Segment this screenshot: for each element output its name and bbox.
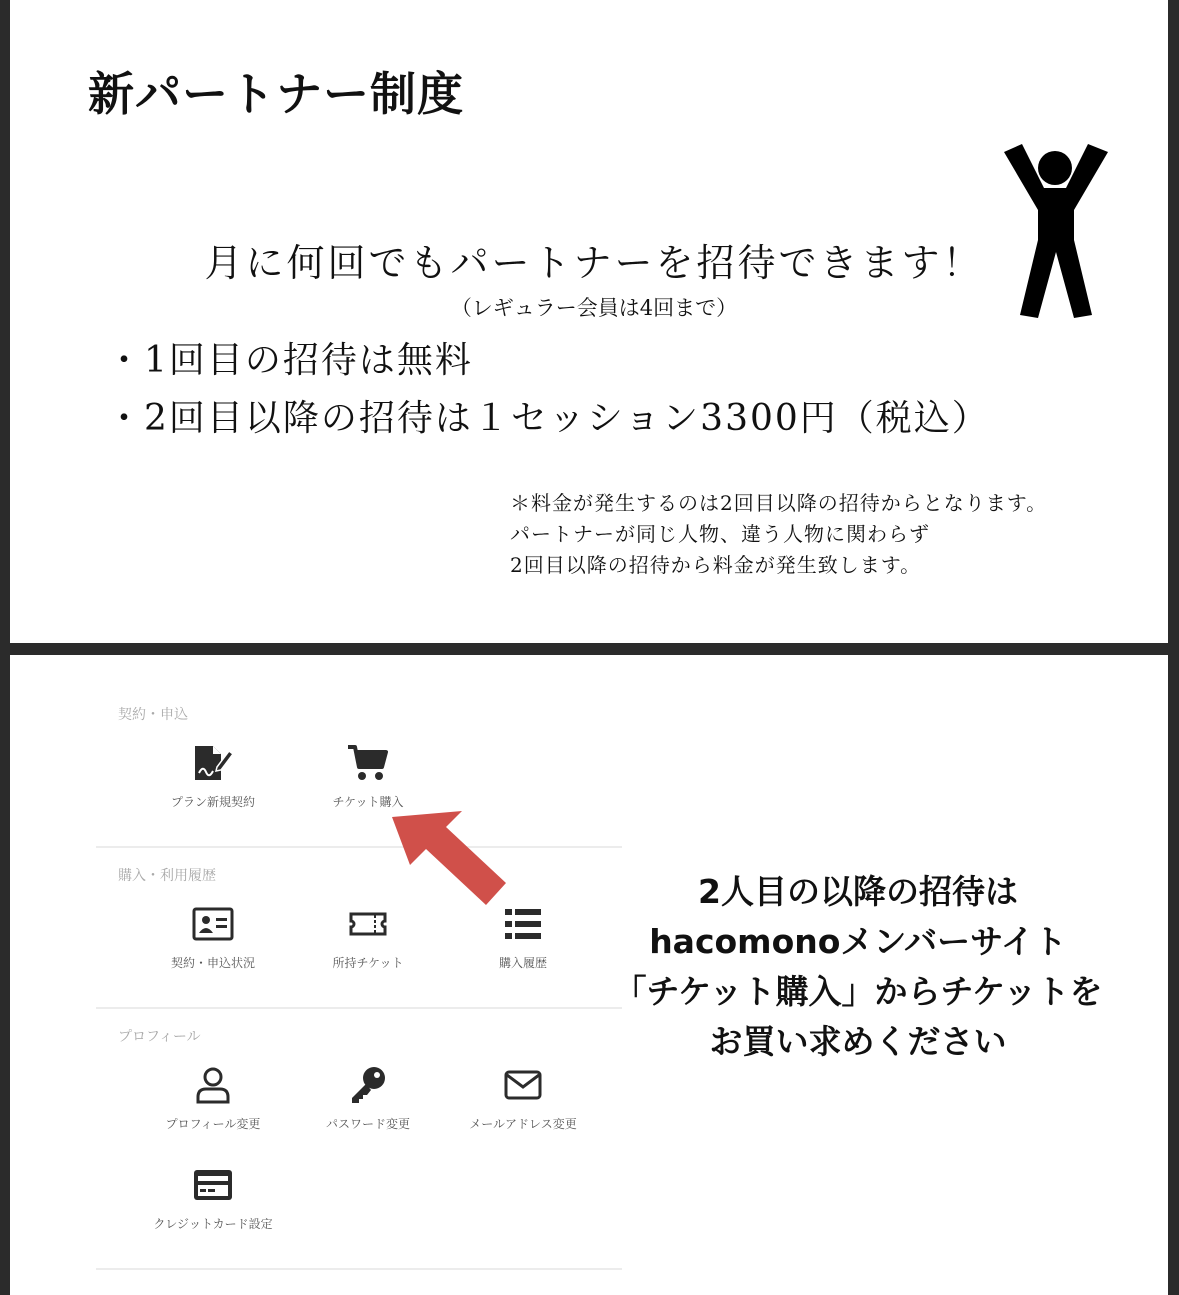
menu-item-email-change[interactable]	[443, 1065, 603, 1132]
menu-item-ticket-purchase[interactable]	[288, 743, 448, 810]
menu-item-label: 契約・申込状況	[170, 956, 255, 970]
bullet-second-invite: ・2回目以降の招待は１セッション3300円（税込）	[106, 398, 990, 439]
menu-item-label: 所持チケット	[332, 956, 404, 970]
divider	[96, 846, 622, 848]
credit-card-icon	[191, 1165, 235, 1205]
menu-item-credit-card[interactable]	[133, 1165, 293, 1232]
menu-item-label: メールアドレス変更	[469, 1117, 577, 1131]
menu-item-profile-change[interactable]	[133, 1065, 293, 1132]
mail-icon	[501, 1065, 545, 1105]
menu-item-label: クレジットカード設定	[153, 1217, 273, 1231]
section-label-history: 購入・利用履歴	[118, 868, 216, 884]
fee-note-line: 2回目以降の招待から料金が発生致します。	[510, 553, 922, 577]
menu-item-new-plan[interactable]	[133, 743, 293, 810]
instruction-line: hacomonoメンバーサイト	[649, 922, 1067, 961]
divider	[96, 1007, 622, 1009]
bullet-first-invite: ・1回目の招待は無料	[106, 340, 473, 381]
menu-item-contract-status[interactable]	[133, 904, 293, 971]
ticket-purchase-instructions	[598, 867, 1118, 1067]
ticket-icon	[346, 904, 390, 944]
slide-ticket-purchase	[10, 655, 1168, 1295]
instruction-line: 2人目の以降の招待は	[698, 872, 1018, 911]
fee-note	[510, 488, 1047, 581]
cart-icon	[346, 743, 390, 783]
contract-sign-icon	[191, 743, 235, 783]
id-card-icon	[191, 904, 235, 944]
fee-note-line: ＊料金が発生するのは2回目以降の招待からとなります。	[510, 491, 1048, 515]
user-icon	[191, 1065, 235, 1105]
member-site-menu	[96, 655, 622, 1295]
headline: 月に何回でもパートナーを招待できます！	[204, 241, 984, 285]
menu-item-label: パスワード変更	[325, 1117, 410, 1131]
menu-item-label: プロフィール変更	[165, 1117, 261, 1131]
fee-note-line: パートナーが同じ人物、違う人物に関わらず	[510, 522, 930, 546]
menu-item-label: 購入履歴	[498, 956, 547, 970]
instruction-line: 「チケット購入」からチケットを	[613, 972, 1103, 1011]
divider	[96, 1268, 622, 1270]
slide-title: 新パートナー制度	[88, 67, 464, 121]
regular-member-note: （レギュラー会員は4回まで）	[450, 296, 738, 320]
menu-item-label: プラン新規契約	[170, 795, 255, 809]
menu-item-password-change[interactable]	[288, 1065, 448, 1132]
slide-partner-program	[10, 0, 1168, 643]
instruction-line: お買い求めください	[709, 1022, 1007, 1061]
menu-item-label: チケット購入	[332, 795, 404, 809]
pointer-arrow	[390, 805, 520, 915]
key-icon	[346, 1065, 390, 1105]
section-label-profile: プロフィール	[118, 1029, 201, 1045]
section-label-contract: 契約・申込	[118, 707, 188, 723]
